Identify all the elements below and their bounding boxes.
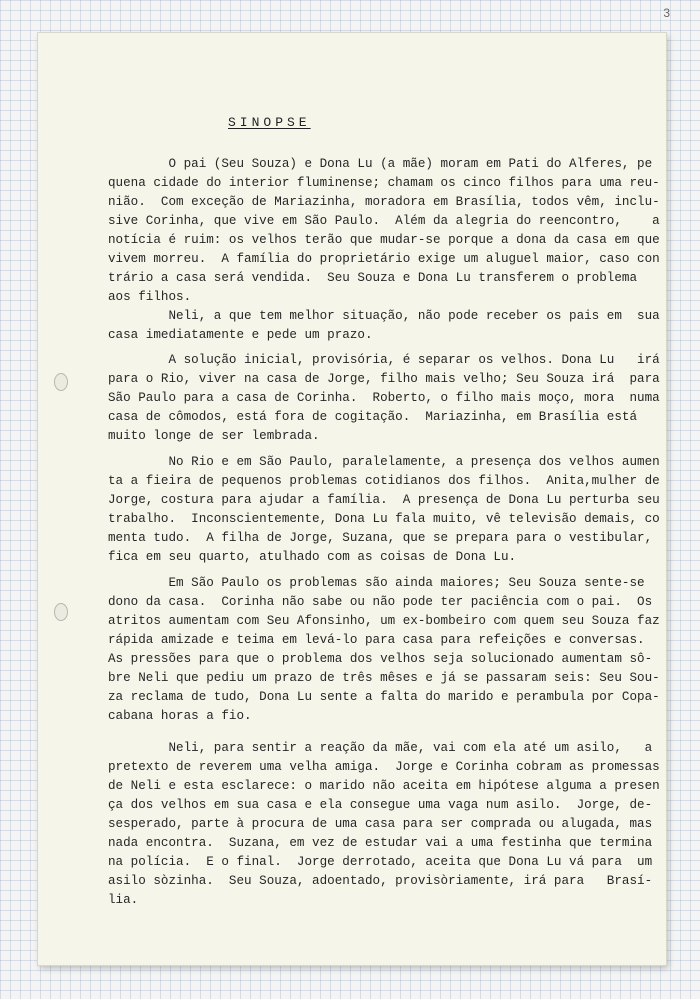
text-line: Neli, a que tem melhor situação, não pode receber os pais em sua	[108, 309, 660, 323]
text-line: nada encontra. Suzana, em vez de estudar vai a uma festinha que termina	[108, 836, 653, 850]
text-line: sesperado, parte à procura de uma casa para ser comprada ou alugada, mas	[108, 817, 653, 831]
text-line: za reclama de tudo, Dona Lu sente a falta do marido e perambula por Copa-	[108, 690, 660, 704]
text-line: muito longe de ser lembrada.	[108, 429, 320, 443]
text-line: sive Corinha, que vive em São Paulo. Além da alegria do reencontro, a	[108, 214, 660, 228]
text-line: Neli, para sentir a reação da mãe, vai com ela até um asilo, a	[108, 741, 653, 755]
text-line: ça dos velhos em sua casa e ela consegue uma vaga num asilo. Jorge, de-	[108, 798, 653, 812]
text-line: nião. Com exceção de Mariazinha, moradora em Brasília, todos vêm, inclu-	[108, 195, 660, 209]
document-title	[228, 115, 311, 130]
text-line: casa imediatamente e pede um prazo.	[108, 328, 373, 342]
text-line: bre Neli que pediu um prazo de três mêses e já se passaram seis: Seu Sou-	[108, 671, 660, 685]
text-line: No Rio e em São Paulo, paralelamente, a presença dos velhos aumen	[108, 455, 660, 469]
text-line: pretexto de reverem uma velha amiga. Jorge e Corinha cobram as promessas	[108, 760, 660, 774]
paragraph-4	[108, 453, 663, 567]
text-line: São Paulo para a casa de Corinha. Roberto, o filho mais moço, mora numa	[108, 391, 660, 405]
text-line: de Neli e esta esclarece: o marido não aceita em hipótese alguma a presen	[108, 779, 660, 793]
text-line: Jorge, costura para ajudar a família. A presença de Dona Lu perturba seu	[108, 493, 660, 507]
paragraph-5	[108, 574, 663, 726]
title-text: SINOPSE	[228, 115, 311, 130]
text-line: O pai (Seu Souza) e Dona Lu (a mãe) moram em Pati do Alferes, pe	[108, 157, 653, 171]
text-line: As pressões para que o problema dos velhos seja solucionado aumentam sô-	[108, 652, 653, 666]
text-line: vivem morreu. A família do proprietário exige um aluguel maior, caso con	[108, 252, 660, 266]
text-line: menta tudo. A filha de Jorge, Suzana, que se prepara para o vestibular,	[108, 531, 653, 545]
paragraph-2	[108, 307, 663, 345]
text-line: aos filhos.	[108, 290, 192, 304]
text-line: cabana horas a fio.	[108, 709, 252, 723]
text-line: trário a casa será vendida. Seu Souza e Dona Lu transferem o problema	[108, 271, 638, 285]
text-line: lia.	[108, 893, 139, 907]
typewritten-page	[38, 33, 666, 965]
punch-hole	[54, 603, 68, 621]
text-line: rápida amizade e teima em levá-lo para casa para refeições e conversas.	[108, 633, 645, 647]
text-line: A solução inicial, provisória, é separar os velhos. Dona Lu irá	[108, 353, 660, 367]
text-line: atritos aumentam com Seu Afonsinho, um ex-bombeiro com quem seu Souza faz	[108, 614, 660, 628]
text-line: casa de cômodos, está fora de cogitação. Mariazinha, em Brasília está	[108, 410, 638, 424]
punch-hole	[54, 373, 68, 391]
paragraph-1	[108, 155, 663, 307]
paragraph-6	[108, 739, 663, 910]
text-line: quena cidade do interior fluminense; chamam os cinco filhos para uma reu-	[108, 176, 660, 190]
text-line: trabalho. Inconscientemente, Dona Lu fala muito, vê televisão demais, co	[108, 512, 660, 526]
text-line: asilo sòzinha. Seu Souza, adoentado, provisòriamente, irá para Brasí-	[108, 874, 653, 888]
text-line: notícia é ruim: os velhos terão que mudar-se porque a dona da casa em que	[108, 233, 660, 247]
text-line: para o Rio, viver na casa de Jorge, filho mais velho; Seu Souza irá para	[108, 372, 660, 386]
paragraph-3	[108, 351, 663, 446]
text-line: fica em seu quarto, atulhado com as coisas de Dona Lu.	[108, 550, 517, 564]
text-line: ta a fieira de pequenos problemas cotidianos dos filhos. Anita,mulher de	[108, 474, 660, 488]
corner-page-mark: 3	[663, 6, 670, 20]
text-line: na polícia. E o final. Jorge derrotado, aceita que Dona Lu vá para um	[108, 855, 653, 869]
text-line: dono da casa. Corinha não sabe ou não pode ter paciência com o pai. Os	[108, 595, 653, 609]
text-line: Em São Paulo os problemas são ainda maiores; Seu Souza sente-se	[108, 576, 645, 590]
